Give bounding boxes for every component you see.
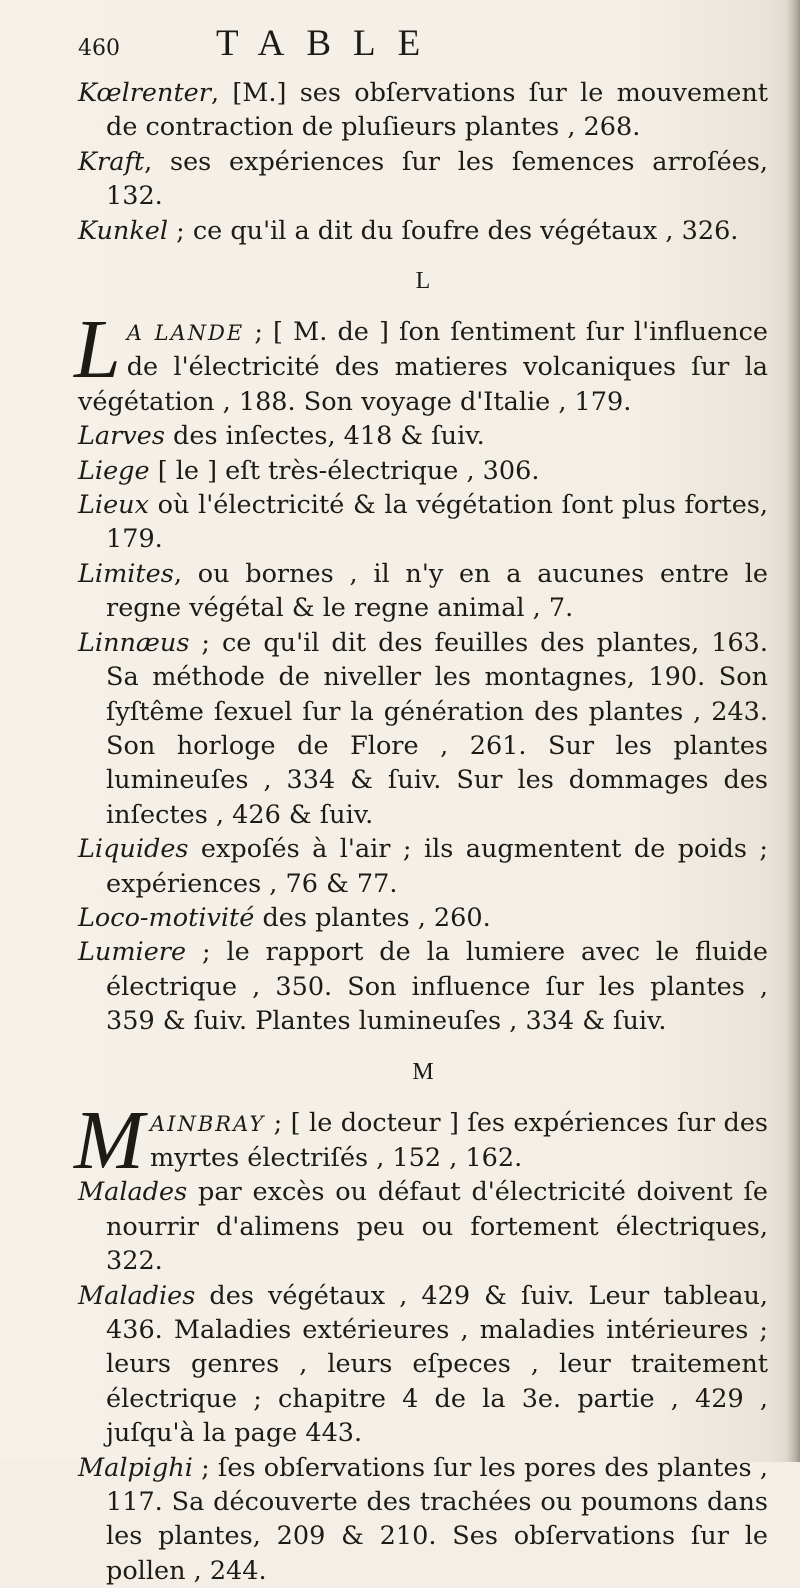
entry-text: ; ſes obſervations ſur les pores des plantes , 117. Sa découverte des trachées ou poumons dans les plantes, 209 & 210. Ses obſervations ſur le pollen , 244. [106,1452,768,1586]
entry-headword: AINBRAY [149,1111,266,1136]
index-entry [78,488,768,557]
entry-headword: Malades [78,1177,188,1208]
entry-text: ; [ le docteur ] ſes expériences ſur des myrtes électriſés , 152 , 162. [149,1107,768,1173]
entries-m [78,1175,768,1588]
entry-text: des végétaux , 429 & ſuiv. Leur tableau, 436. Maladies extérieures , maladies intérieures ; leurs genres , leurs eſpeces , leur traitement électrique ; chapitre 4 de la 3e. partie , 429 , juſqu'à la page 443. [106,1280,768,1449]
entry-headword: Maladies [78,1280,196,1311]
index-entry [78,557,768,626]
entry-text: ; [ M. de ] ſon ſentiment ſur l'influence de l'électricité des matieres volcaniques ſur la végétation , 188. Son voyage d'Italie , 179. [78,317,768,417]
index-entry [78,1175,768,1278]
page-edge-shadow [786,0,800,1462]
section-letter-m: M [412,1058,434,1085]
entry-text: , ou bornes , il n'y en a aucunes entre le regne végétal & le regne animal , 7. [106,558,768,624]
index-entry [78,832,768,901]
entry-headword: Loco-motivité [78,902,255,933]
drop-cap-m: M [74,1093,144,1187]
entries-k [78,76,768,248]
index-entry [78,901,768,935]
entry-text: ; le rapport de la lumiere avec le fluide électrique , 350. Son influence ſur les plantes , 359 & ſuiv. Plantes lumineuſes , 334 & ſuiv. [106,937,768,1037]
index-entry [78,1451,768,1588]
running-title: TABLE [216,23,443,64]
entry-headword: Kunkel [78,215,169,246]
entry-text: ; ce qu'il dit des feuilles des plantes, 163. Sa méthode de niveller les montagnes, 190. Son ſyſtême ſexuel ſur la génération des plantes , 243. Son horloge de Flore , 261. Sur les plantes lumineuſes , 334 & ſuiv. Sur les dommages des inſectes , 426 & ſuiv. [106,627,768,830]
index-entry [78,1279,768,1451]
page-header [78,22,768,76]
entry-headword: Linnæus [78,627,190,658]
entry-text: où l'électricité & la végétation ſont plus fortes, 179. [106,490,768,555]
entry-mainbray [74,1093,768,1187]
entry-text: , ses expériences ſur les ſemences arroſées, 132. [106,146,768,212]
entry-text: par excès ou défaut d'électricité doivent ſe nourrir d'alimens peu ou fortement électriques, 322. [106,1177,768,1277]
entry-text: ; ce qu'il a dit du ſoufre des végétaux , 326. [168,215,739,246]
entries-l [78,419,768,1038]
entry-headword: Liquides [78,834,189,865]
entry-headword: Malpighi [78,1452,193,1483]
index-entry [78,454,768,488]
entry-headword: Limites [78,558,174,589]
entry-text: des inſectes, 418 & ſuiv. [164,421,485,452]
entry-headword: Lieux [78,490,149,521]
index-entry [78,76,768,145]
index-entry [78,935,768,1038]
index-entry [78,145,768,214]
entry-la-lande [74,303,768,419]
index-entry [78,419,768,453]
entry-headword: Kœlrenter [78,78,211,108]
index-content [74,22,768,1588]
entry-headword: Larves [78,421,165,452]
index-entry [78,214,768,248]
entry-headword: Liege [78,455,150,486]
entry-text: , [M.] ses obſervations ſur le mouvement de contraction de pluſieurs plantes , 268. [106,78,768,143]
section-letter-l: L [415,268,431,295]
entry-text: expoſés à l'air ; ils augmentent de poids ; expériences , 76 & 77. [106,834,768,899]
entry-text: des plantes , 260. [254,902,491,933]
entry-headword: Kraft [78,146,145,177]
entry-headword: Lumiere [78,937,187,968]
entry-text: [ le ] eſt très-électrique , 306. [149,455,540,486]
drop-cap-l: L [74,303,121,397]
page-number: 460 [78,36,120,61]
entry-headword: A LANDE [126,321,245,346]
index-entry [78,626,768,832]
